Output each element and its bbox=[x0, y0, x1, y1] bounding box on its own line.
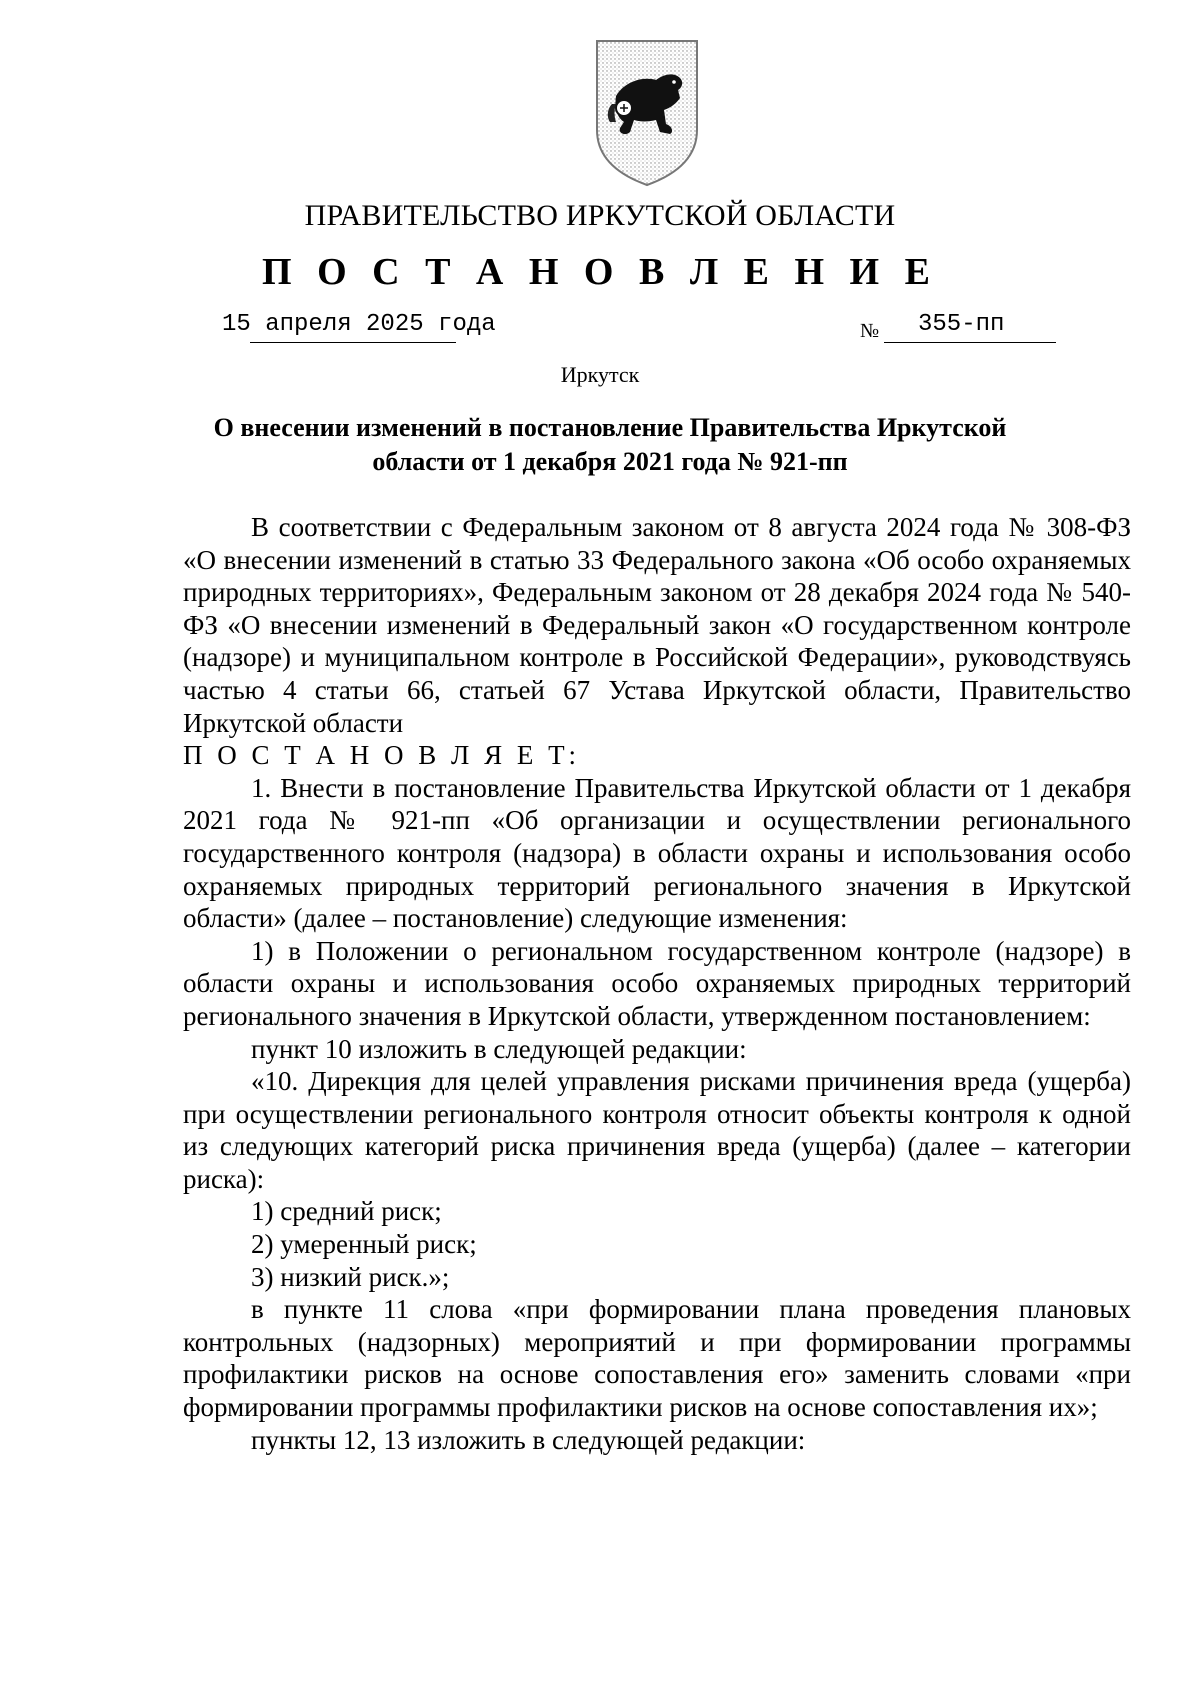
title-line-2: области от 1 декабря 2021 года № 921-пп bbox=[372, 447, 848, 476]
document-number: 355-пп bbox=[918, 311, 1005, 338]
document-title bbox=[180, 411, 1040, 479]
number-underline bbox=[884, 342, 1056, 343]
point-11-paragraph: в пункте 11 слова «при формировании плана проведения плановых контрольных (надзорных) мероприятий и при формировании программы профилактики рисков на основе сопоставления его» заменить словами «при формировании программы профилактики рисков на основе сопоставления их»; bbox=[183, 1294, 1131, 1423]
document-date: 15 апреля 2025 года bbox=[222, 311, 496, 338]
irkutsk-coat-of-arms-icon bbox=[594, 38, 700, 188]
risk-category-3: 3) низкий риск.»; bbox=[251, 1261, 450, 1292]
date-underline bbox=[250, 342, 456, 343]
resolves-heading: П О С Т А Н О В Л Я Е Т: bbox=[183, 740, 581, 771]
title-line-1: О внесении изменений в постановление Правительства Иркутской bbox=[213, 413, 1007, 442]
organization-name: ПРАВИТЕЛЬСТВО ИРКУТСКОЙ ОБЛАСТИ bbox=[304, 199, 896, 232]
point-10-text: «10. Дирекция для целей управления рисками причинения вреда (ущерба) при осуществлении регионального контроля относит объекты контроля к одной из следующих категорий риска причинения вреда (ущерба) (далее – категории риска): bbox=[183, 1066, 1131, 1194]
risk-category-1: 1) средний риск; bbox=[251, 1196, 442, 1227]
item-1-paragraph: 1. Внести в постановление Правительства Иркутской области от 1 декабря 2021 года № 921-пп «Об организации и осуществлении регионального государственного контроля (надзора) в области охраны и использования особо охраняемых природных территорий регионального значения в Иркутской области» (далее – постановление) следующие изменения: bbox=[183, 772, 1131, 934]
number-sign: № bbox=[860, 320, 880, 342]
risk-category-2: 2) умеренный риск; bbox=[251, 1229, 477, 1260]
point-10-intro: пункт 10 изложить в следующей редакции: bbox=[251, 1033, 747, 1064]
preamble-paragraph: В соответствии с Федеральным законом от 8 августа 2024 года № 308-ФЗ «О внесении изменений в статью 33 Федерального закона «Об особо охраняемых природных территориях», Федеральным законом от 28 декабря 2024 года № 540-ФЗ «О внесении изменений в Федеральный закон «О государственном контроле (надзоре) и муниципальном контроле в Российской Федерации», руководствуясь частью 4 статьи 66, статьей 67 Устава Иркутской области, Правительство Иркутской области bbox=[183, 512, 1131, 738]
document-type: П О С Т А Н О В Л Е Н И Е bbox=[262, 251, 938, 293]
city-name: Иркутск bbox=[560, 362, 640, 387]
subitem-1-paragraph: 1) в Положении о региональном государственном контроле (надзоре) в области охраны и использования особо охраняемых природных территорий регионального значения в Иркутской области, утвержденном постановлением: bbox=[183, 935, 1131, 1031]
document-body bbox=[183, 511, 1131, 1456]
points-12-13-intro: пункты 12, 13 изложить в следующей редакции: bbox=[251, 1424, 806, 1455]
